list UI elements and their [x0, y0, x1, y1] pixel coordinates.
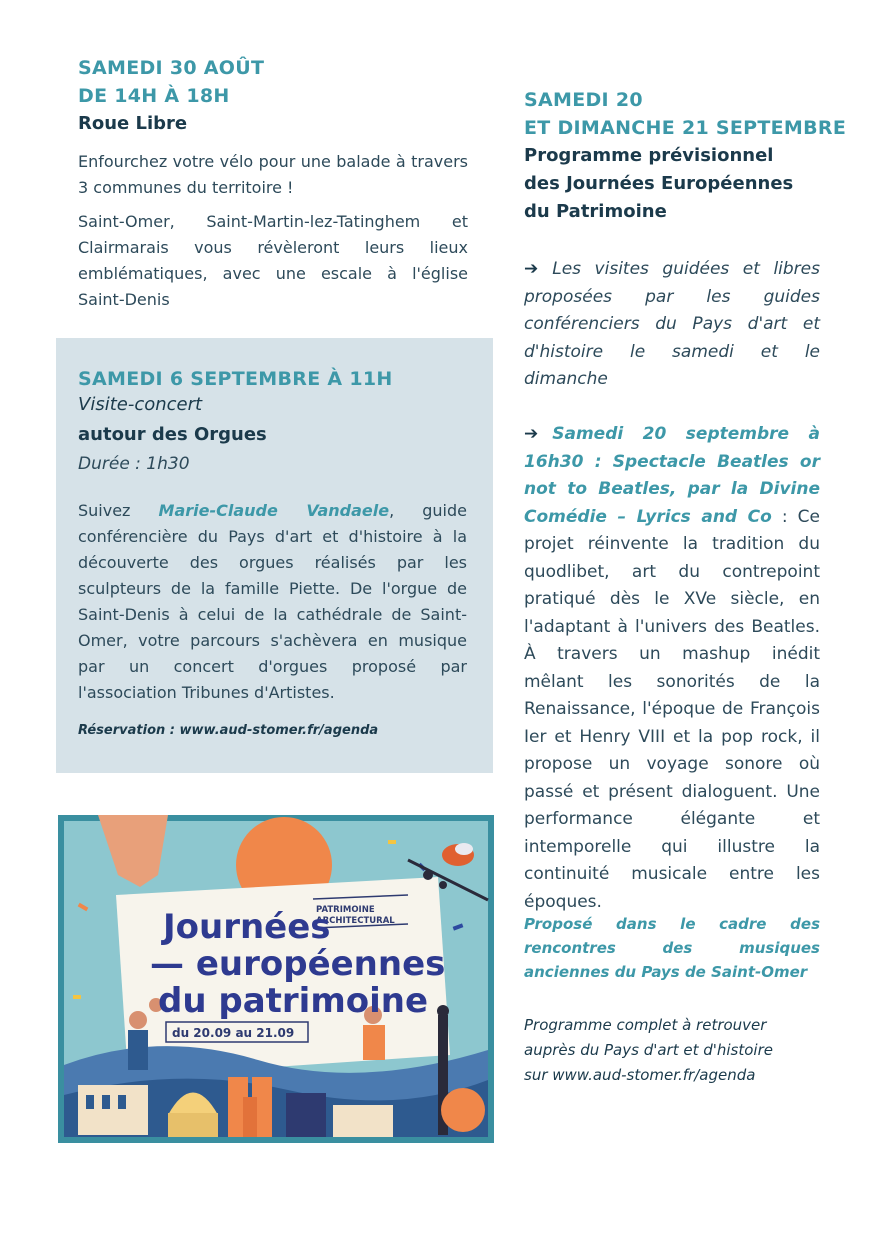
section1-paragraph2: Saint-Omer, Saint-Martin-lez-Tatinghem et Clairmarais vous révèleront leurs lieux emblématiques, avec une escale à l'église Saint-Denis	[78, 212, 468, 309]
section3-title	[524, 142, 844, 226]
programme-line3[interactable]: sur www.aud-stomer.fr/agenda	[524, 1066, 756, 1084]
section1-paragraph1: Enfourchez votre vélo pour une balade à travers 3 communes du territoire !	[78, 152, 468, 197]
programme-note	[524, 1013, 824, 1088]
reservation-link[interactable]: Réservation : www.aud-stomer.fr/agenda	[78, 723, 379, 738]
section1-title: Roue Libre	[78, 113, 188, 134]
section3-title-line2: des Journées Européennes	[524, 173, 794, 194]
concert-headline: Samedi 20 septembre à 16h30 : Spectacle Beatles or not to Beatles, par la Divine Comédie – Lyrics and Co	[524, 424, 820, 527]
programme-line2: auprès du Pays d'art et d'histoire	[524, 1041, 773, 1059]
section2-paragraph-rest: , guide conférencière du Pays d'art et d'histoire à la découverte des orgues réalisés par les sculpteurs de la famille Piette. De l'orgue de Saint-Denis à celui de la cathédrale de Saint-Omer, votre parcours s'achèvera en musique par un concert d'orgues proposé par l'association Tribunes d'Artistes.	[78, 501, 468, 702]
section1-date	[78, 54, 498, 110]
section2-paragraph	[78, 498, 467, 706]
poster-title-line1: Journées	[163, 907, 331, 947]
section2-title: autour des Orgues	[78, 424, 267, 445]
section1-date-line1: SAMEDI 30 AOÛT	[78, 57, 265, 79]
concert-description: : Ce projet réinvente la tradition du quodlibet, art du contrepoint pratiqué dès le XVe siècle, en l'adaptant à l'univers des Beatles. À travers un mashup inédit mêlant les sonorités de la Renaissance, l'époque de François Ier et Henry VIII et la pop rock, il propose un voyage sonore où passé et présent dialoguent. Une performance élégante et intemporelle qui illustre la continuité musicale entre les époques.	[524, 506, 820, 912]
section3-date-line1: SAMEDI 20	[524, 89, 643, 111]
section2-date: SAMEDI 6 SEPTEMBRE À 11H	[78, 368, 393, 390]
proposed-note: Proposé dans le cadre des rencontres des musiques anciennes du Pays de Saint-Omer	[524, 915, 820, 981]
bullet-visits-text: Les visites guidées et libres proposées par les guides conférenciers du Pays d'art et d'histoire le samedi et le dimanche	[524, 259, 820, 389]
right-arrow-icon: ➔	[524, 259, 539, 279]
section3-title-line3: du Patrimoine	[524, 201, 667, 222]
section3-date	[524, 86, 854, 142]
section1-date-line2: DE 14H À 18H	[78, 85, 230, 107]
section3-date-line2: ET DIMANCHE 21 SEPTEMBRE	[524, 117, 847, 139]
jep-poster	[58, 815, 494, 1143]
poster-title-line2: — européennes	[150, 944, 446, 984]
bullet-concert	[524, 421, 820, 916]
poster-title-line3: du patrimoine	[158, 981, 429, 1021]
guide-name: Marie-Claude Vandaele	[158, 501, 390, 520]
poster-tag-line2: ARCHITECTURAL	[316, 916, 395, 926]
section3-title-line1: Programme prévisionnel	[524, 145, 774, 166]
poster-illustration	[58, 815, 494, 1143]
right-arrow-icon: ➔	[524, 424, 539, 444]
poster-tag-line1: PATRIMOINE	[316, 905, 375, 915]
section2-paragraph-start: Suivez	[78, 501, 159, 520]
bullet-visits	[524, 256, 820, 394]
programme-line1: Programme complet à retrouver	[524, 1016, 767, 1034]
section2-duration: Durée : 1h30	[78, 454, 190, 474]
poster-dates: du 20.09 au 21.09	[172, 1026, 295, 1040]
section2-subtitle: Visite-concert	[78, 394, 203, 415]
